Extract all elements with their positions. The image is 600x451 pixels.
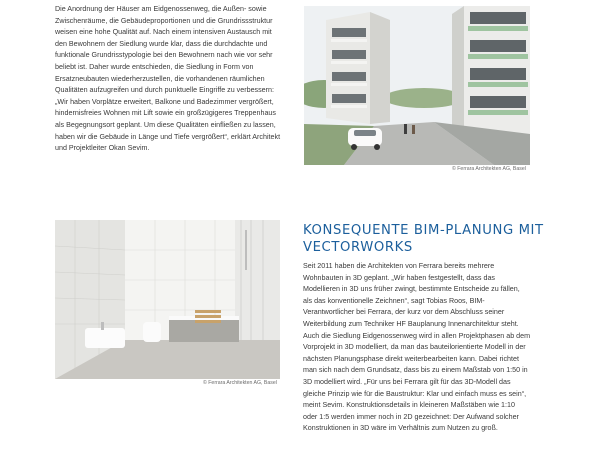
paragraph-line: und Projektleiter Okan Sevim. bbox=[55, 144, 150, 153]
paragraph-line: hindernisfreies Wohnen mit Lift sowie ein großzügigeres Treppenhaus bbox=[55, 109, 276, 118]
paragraph-line: beliebt ist. Daher wurde entschieden, die Siedlung in Form von bbox=[55, 62, 254, 71]
paragraph-line: als Begegnungsort geplant. Um diese Qualitäten einfließen zu lassen, bbox=[55, 120, 276, 129]
heading-line: KONSEQUENTE BIM-PLANUNG MIT bbox=[303, 223, 544, 238]
paragraph-line: Modellieren in 3D uns früher zwingt, bestimmte Entscheide zu fällen, bbox=[303, 285, 520, 294]
paragraph-line: Wohnbauten in 3D geplant. „Wir haben festgestellt, dass das bbox=[303, 273, 495, 282]
paragraph-line: nächsten Planungsphase direkt weiterbearbeiten kann. Dabei richtet bbox=[303, 354, 519, 363]
paragraph-line: Ersatzneubauten wiederherzustellen, die vorhandenen räumlichen bbox=[55, 74, 265, 83]
building-exterior-rendering bbox=[304, 6, 530, 165]
paragraph-line: Qualitäten aufzugreifen und durch punktuelle Eingriffe zu verbessern: bbox=[55, 86, 274, 95]
heading-line: VECTORWORKS bbox=[303, 240, 413, 255]
paragraph-line: 3D modelliert wird. „Für uns bei Ferrara gilt für das 3D-Modell das bbox=[303, 377, 511, 386]
paragraph-line: meint Sevim. Konstruktionsdetails in kleineren Maßstäben wie 1:10 bbox=[303, 401, 515, 410]
image-credit-caption: © Ferrara Architekten AG, Basel bbox=[203, 380, 277, 386]
paragraph-line: oder 1:5 werden immer noch in 2D gezeichnet: Der Aufwand solcher bbox=[303, 412, 519, 421]
paragraph-line: Auch die Siedlung Eidgenossenweg wird in allen Projektphasen ab dem bbox=[303, 331, 531, 340]
paragraph-line: weisen eine hohe Qualität auf. Nach einem intensiven Austausch mit bbox=[55, 28, 272, 37]
intro-paragraph bbox=[55, 4, 295, 155]
image-credit-caption: © Ferrara Architekten AG, Basel bbox=[452, 166, 526, 172]
body-paragraph bbox=[303, 261, 548, 435]
paragraph-line: als das konventionelle Zeichnen“, sagt Tobias Roos, BIM- bbox=[303, 296, 485, 305]
paragraph-line: „Wir haben Vorplätze erweitert, Balkone und Badezimmer vergrößert, bbox=[55, 97, 274, 106]
paragraph-line: haben wir die Gebäude in Länge und Tiefe vergrößert“, erklärt Architekt bbox=[55, 132, 281, 141]
paragraph-line: Verantwortlicher bei Ferrara, der kurz vor dem Abschluss seiner bbox=[303, 308, 505, 317]
paragraph-line: gleiche Prinzip wie für die Baustruktur: Klar und einfach muss es sein“, bbox=[303, 389, 527, 398]
paragraph-line: Seit 2011 haben die Architekten von Ferrara bereits mehrere bbox=[303, 262, 495, 270]
paragraph-line: den Bewohnern der Siedlung wurde klar, dass die durchdachte und bbox=[55, 39, 268, 48]
section-heading bbox=[303, 222, 563, 256]
paragraph-line: Vorprojekt in 3D modelliert, da man das bauteilorientierte Modell in der bbox=[303, 343, 526, 352]
paragraph-line: funktionale Grundrisstypologie bei den Bewohnern nach wie vor sehr bbox=[55, 51, 273, 60]
paragraph-line: Weiterbildung zum Techniker HF Bauplanung Innenarchitektur steht. bbox=[303, 319, 519, 328]
bathroom-illustration bbox=[55, 220, 280, 379]
paragraph-line: Konstruktionen in 3D wäre im Verhältnis zum Nutzen zu groß. bbox=[303, 424, 498, 433]
bathroom-interior-rendering bbox=[55, 220, 280, 379]
paragraph-line: man sich nach dem Grundsatz, dass bis zu einem Maßstab von 1:50 in bbox=[303, 366, 528, 375]
building-exterior-illustration bbox=[304, 6, 530, 165]
paragraph-line: Zwischenräume, die Gebäudeproportionen und die Grundrissstruktur bbox=[55, 16, 273, 25]
paragraph-line: Die Anordnung der Häuser am Eidgenossenweg, die Außen- sowie bbox=[55, 5, 267, 13]
